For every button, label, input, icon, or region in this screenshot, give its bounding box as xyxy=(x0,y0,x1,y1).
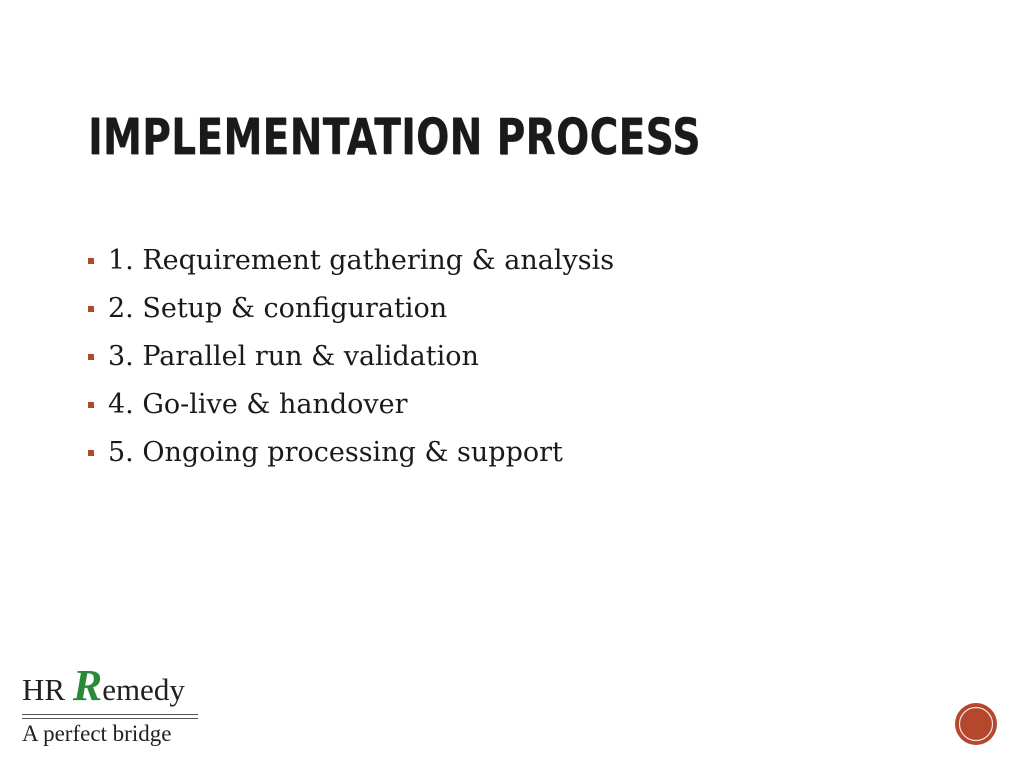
square-bullet-icon xyxy=(88,354,94,360)
logo-wordmark xyxy=(22,661,212,710)
logo-divider xyxy=(22,714,198,715)
bullet-text: 4. Go-live & handover xyxy=(108,388,408,420)
logo-initial: R xyxy=(72,661,103,710)
list-item xyxy=(88,380,614,428)
bullet-text: 3. Parallel run & validation xyxy=(108,340,479,372)
list-item xyxy=(88,428,614,476)
bullet-text: 1. Requirement gathering & analysis xyxy=(108,244,615,276)
logo-divider xyxy=(22,718,198,719)
list-item xyxy=(88,332,614,380)
bullet-text: 2. Setup & configuration xyxy=(108,292,448,324)
square-bullet-icon xyxy=(88,402,94,408)
logo-tagline: A perfect bridge xyxy=(22,721,172,746)
logo-prefix: HR xyxy=(22,672,73,707)
logo-suffix: emedy xyxy=(102,672,185,707)
slide-title: IMPLEMENTATION PROCESS xyxy=(88,108,701,166)
list-item xyxy=(88,284,614,332)
square-bullet-icon xyxy=(88,258,94,264)
square-bullet-icon xyxy=(88,450,94,456)
company-logo xyxy=(22,661,212,760)
bullet-list xyxy=(88,236,614,476)
square-bullet-icon xyxy=(88,306,94,312)
bullet-text: 5. Ongoing processing & support xyxy=(108,436,563,468)
list-item xyxy=(88,236,614,284)
circle-badge-icon xyxy=(954,702,998,746)
